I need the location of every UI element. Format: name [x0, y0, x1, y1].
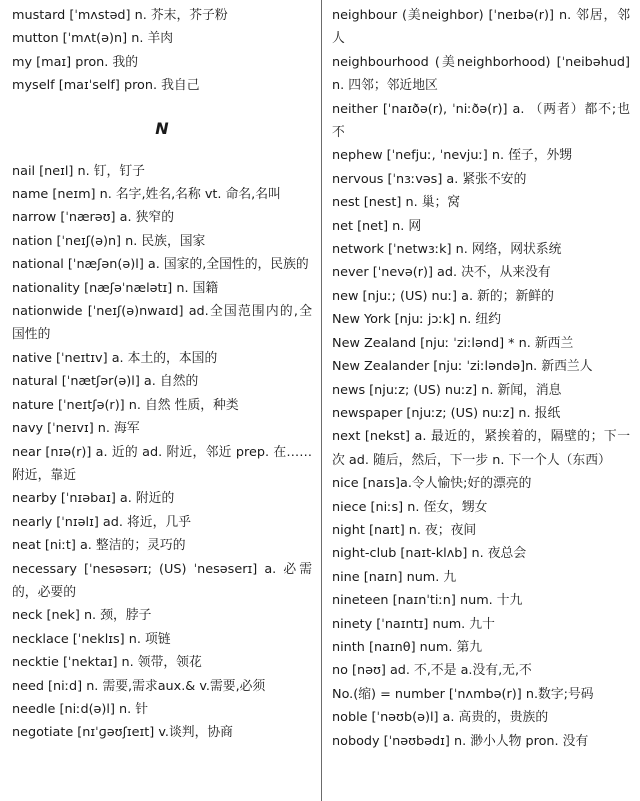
entry-nervous: nervous [ˈnɜːvəs] a. 紧张不安的: [332, 171, 527, 187]
left-column: [12, 4, 312, 745]
entry-nice: nice [naɪs]a.令人愉快;好的漂亮的: [332, 476, 532, 492]
entry-network: network [ˈnetwɜːk] n. 网络，网状系统: [332, 242, 562, 258]
entry-navy: navy [ˈneɪvɪ] n. 海军: [12, 421, 140, 437]
entry-my: my [maɪ] pron. 我的: [12, 54, 138, 70]
entry-narrow: narrow [ˈnærəʊ] a. 狭窄的: [12, 210, 174, 226]
entry-nineteen: nineteen [naɪnˈtiːn] num. 十九: [332, 593, 523, 609]
entry-nearby: nearby [ˈnɪəbaɪ] a. 附近的: [12, 491, 175, 507]
entry-necessary: necessary [ˈnesəsərɪ; (US) ˈnesəserɪ] a. 必需的，必要的: [12, 561, 312, 600]
entry-nobody: nobody [ˈnəʊbədɪ] n. 渺小人物 pron. 没有: [332, 733, 589, 749]
entry-near: near [nɪə(r)] a. 近的 ad. 附近，邻近 prep. 在……附近，靠近: [12, 444, 312, 483]
entry-never: never [ˈnevə(r)] ad. 决不，从来没有: [332, 265, 551, 281]
entry-nine: nine [naɪn] num. 九: [332, 569, 457, 585]
entry-new-zealander: New Zealander [njuː ˈziːləndə]n. 新西兰人: [332, 359, 593, 375]
entry-ninety: ninety [ˈnaɪntɪ] num. 九十: [332, 616, 495, 632]
entry-myself: myself [maɪˈself] pron. 我自己: [12, 78, 200, 94]
entry-name: name [neɪm] n. 名字,姓名,名称 vt. 命名,名叫: [12, 187, 281, 203]
entry-negotiate: negotiate [nɪˈɡəʊʃɪeɪt] v.谈判，协商: [12, 725, 233, 741]
entry-national: national [ˈnæʃən(ə)l] a. 国家的,全国性的，民族的: [12, 257, 309, 273]
n-entries-left: [12, 160, 312, 745]
section-letter-heading: N: [155, 118, 169, 138]
entry-newspaper: newspaper [njuːz; (US) nuːz] n. 报纸: [332, 405, 561, 421]
entry-new-zealand: New Zealand [njuː ˈziːlənd] * n. 新西兰: [332, 335, 574, 351]
entry-nature: nature [ˈneɪtʃə(r)] n. 自然 性质，种类: [12, 397, 239, 413]
entry-no-number: No.(缩) = number [ˈnʌmbə(r)] n.数字;号码: [332, 686, 594, 702]
entry-necktie: necktie [ˈnektaɪ] n. 领带，领花: [12, 655, 202, 671]
entry-new: new [njuː; (US) nuː] a. 新的；新鲜的: [332, 288, 554, 304]
previous-letter-entries: [12, 4, 312, 98]
entry-niece: niece [niːs] n. 侄女，甥女: [332, 499, 488, 515]
entry-next: next [nekst] a. 最近的，紧挨着的，隔壁的；下一次 ad. 随后，然后，下一步 n. 下一个人（东西）: [332, 429, 630, 468]
entry-nationwide: nationwide [ˈneɪʃ(ə)nwaɪd] ad.全国范围内的,全国性的: [12, 304, 312, 343]
entry-neat: neat [niːt] a. 整洁的；灵巧的: [12, 538, 186, 554]
entry-mustard: mustard [ˈmʌstəd] n. 芥末，芥子粉: [12, 8, 228, 23]
entry-nest: nest [nest] n. 巢；窝: [332, 195, 461, 211]
entry-nail: nail [neɪl] n. 钉，钉子: [12, 163, 145, 179]
entry-nearly: nearly [ˈnɪəlɪ] ad. 将近，几乎: [12, 514, 191, 530]
entry-nation: nation [ˈneɪʃ(ə)n] n. 民族，国家: [12, 233, 206, 249]
entry-news: news [njuːz; (US) nuːz] n. 新闻，消息: [332, 382, 562, 398]
entry-needle: needle [niːd(ə)l] n. 针: [12, 701, 149, 717]
entry-new-york: New York [njuː jɔːk] n. 纽约: [332, 312, 502, 328]
entry-noble: noble [ˈnəʊb(ə)l] a. 高贵的，贵族的: [332, 710, 549, 726]
entry-ninth: ninth [naɪnθ] num. 第九: [332, 639, 483, 655]
entry-night-club: night-club [naɪt-klʌb] n. 夜总会: [332, 546, 527, 562]
entry-net: net [net] n. 网: [332, 218, 422, 234]
entry-no: no [nəʊ] ad. 不,不是 a.没有,无,不: [332, 663, 532, 679]
entry-night: night [naɪt] n. 夜；夜间: [332, 522, 477, 538]
entry-neighbour: neighbour (美neighbor) [ˈneɪbə(r)] n. 邻居，邻人: [332, 8, 630, 47]
entry-native: native [ˈneɪtɪv] a. 本土的，本国的: [12, 350, 218, 366]
right-column: [332, 4, 630, 753]
entry-natural: natural [ˈnætʃər(ə)l] a. 自然的: [12, 374, 199, 390]
entry-neck: neck [nek] n. 颈，脖子: [12, 608, 152, 624]
entry-need: need [niːd] n. 需要,需求aux.& v.需要,必须: [12, 678, 266, 694]
entry-mutton: mutton [ˈmʌt(ə)n] n. 羊肉: [12, 31, 174, 47]
entry-neither: neither [ˈnaɪðə(r), ˈniːðə(r)] a. （两者）都不;也不: [332, 101, 630, 141]
entry-nationality: nationality [næʃəˈnælətɪ] n. 国籍: [12, 280, 219, 296]
entry-neighbourhood: neighbourhood (美neighborhood) [ˈneibəhud] n. 四邻；邻近地区: [332, 54, 630, 94]
column-divider: [321, 0, 322, 801]
entry-nephew: nephew [ˈnefjuː, ˈnevjuː] n. 侄子，外甥: [332, 148, 573, 164]
entry-necklace: necklace [ˈneklɪs] n. 项链: [12, 631, 171, 647]
